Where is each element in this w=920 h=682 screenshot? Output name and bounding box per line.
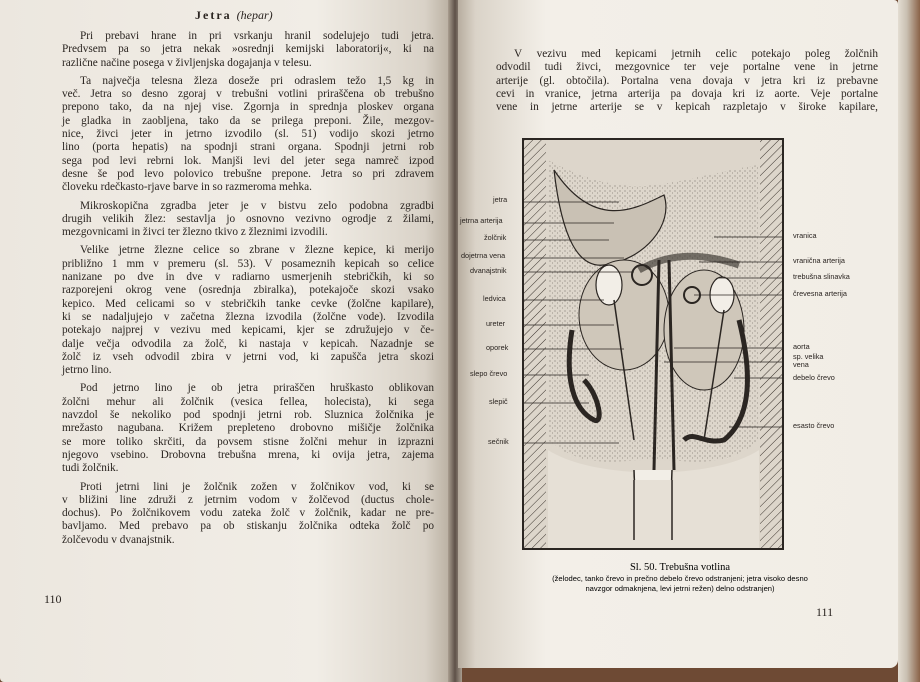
text-line: sega pod levi rebrni lok. Manjši levi del jeter sega namreč izpod (62, 154, 434, 167)
text-line: Mikroskopična zgradba jeter je v bistvu zelo podobna zgradbi (80, 199, 434, 212)
anatomy-drawing (524, 140, 782, 548)
text-line: V vezivu med kepicami jetrnih celic potekajo poleg žolčnih (514, 48, 878, 60)
label-jetra: jetra (493, 195, 508, 204)
label-ledvica: ledvica (483, 294, 506, 303)
text-line: nice, živci jeter in jetrno izvodilo (sl. 51) vodijo skozi jetrno (62, 128, 434, 141)
text-line: Pri prebavi hrane in pri vsrkanju hranil sodelujejo tudi jetra. (80, 30, 434, 42)
text-line: bavljamo. Med prebavo pa ob stiskanju žolčnika odteka žolč po (62, 520, 434, 533)
caption-note-line: (želodec, tanko črevo in prečno debelo črevo odstranjeni; jetra visoko desno (552, 574, 808, 583)
label-aorta: aorta (793, 342, 810, 351)
text-line: žolčevodu v dvanajstnik. (62, 533, 175, 546)
text-line: odvodil tudi živci, mezgovnice ter veje portalne vene in jetrne (496, 61, 878, 74)
text-line: mezgovnicami in živci ter žlezno tkivo z žleznimi izvodili. (62, 226, 328, 239)
right-body-text (496, 48, 878, 114)
label-slepo-crevo: slepo črevo (470, 369, 508, 378)
label-trebusna-slinavka: trebušna slinavka (793, 272, 850, 281)
chapter-header (195, 8, 273, 23)
text-line: več. Jetra so desno zgoraj v trebušni votlini priraščena ob trebušno (62, 88, 434, 101)
text-line: ki se nadaljujejo v začetna žlezna izvodila (žolčne vode). Izvodila (62, 310, 434, 323)
text-line: v bližini line združi z jetrnim vodom v žolčevod (ductus chole- (62, 493, 434, 506)
text-line: človeku rdečkasto-rjave barve in so razmeroma mehka. (62, 181, 312, 194)
paragraph (62, 75, 434, 195)
text-line: arterije (gl. obtočila). Portalna vena dovaja v jetra kri iz prebavne (496, 74, 878, 87)
label-vranicna-arterija: vranična arterija (793, 256, 845, 265)
text-line: vene in jetrne arterije se v kepicah razpletajo v široke kapilare, (496, 101, 878, 114)
paragraph (62, 30, 434, 70)
text-line: Predvsem pa so jetra nekak »osrednji kemijski laboratorij«, ki na (62, 43, 434, 56)
text-line: cevi in vranice, jetrna arterija pa dovaja kri iz aorte. Veje portalne (496, 87, 878, 100)
text-line: je gladka in zaobljena, tako da se prilega preponi. Žile, mezgov- (62, 114, 434, 127)
left-body-text (62, 30, 434, 547)
header-title: Jetra (195, 8, 232, 22)
text-line: razporejeni okrog vene (osrednja zbiralka), potekajoče skozi vsako (62, 284, 434, 297)
text-line: žolčni mehur ali žolčnik (vesica fellea, holecista), ki sega (62, 395, 434, 408)
label-crevesna-arterija: črevesna arterija (793, 289, 847, 298)
paragraph (62, 382, 434, 475)
text-line: lino (porta hepatis) na spodnji strani organa. Spodnji jetrni rob (62, 141, 434, 154)
text-line: mrežasto nagubana. Križem prepleteno drobovno mišičje žolčnika (62, 422, 434, 435)
text-line: dalje večja odvodila za žolč, ki nastaja v kepicah. Nazadnje se (62, 337, 434, 350)
figure-caption-note (470, 574, 890, 593)
label-zolcnik: žolčnik (484, 233, 507, 242)
label-jetrna-arterija: jetrna arterija (460, 216, 503, 225)
label-ureter: ureter (486, 319, 506, 328)
label-secnik: sečnik (488, 437, 509, 446)
text-line: žolč iz vseh odvodil zbira v jetrni vod, ki zapušča jetra skozi (62, 350, 434, 363)
text-line: se more toliko skrčiti, da povsem stisne žolčni mehur in izprazni (62, 435, 434, 448)
text-line: Pod jetrno lino je ob jetra priraščen hruškasto oblikovan (80, 382, 434, 395)
label-vranica: vranica (793, 231, 817, 240)
text-line: Velike jetrne žlezne celice so zbrane v žlezne kepice, ki merijo (80, 244, 434, 257)
text-line: dochus). Po žolčnikovem vodu zateka žolč v žolčnik, kadar ne pre- (62, 507, 434, 520)
paragraph (62, 244, 434, 377)
text-line: navzdol še nekoliko pod spodnji jetrni rob. Sluznica žolčnika je (62, 409, 434, 422)
label-sp-velika-vena: sp. velika vena (793, 352, 824, 369)
label-esasto-crevo: esasto črevo (793, 421, 835, 430)
text-line: kepico. Med celicami so v stebričkih tanke cevke (žolčne kapilare), (62, 297, 434, 310)
label-debelo-crevo: debelo črevo (793, 373, 835, 382)
text-line: drugih velikih žlez: sestavlja jo osnovno vezivno ogrodje z žilami, (62, 212, 434, 225)
text-line: nanizane po dve in dve v radiarno usmerjenih stebričkih, ki so (62, 271, 434, 284)
figure-caption: Sl. 50. Trebušna votlina (629, 562, 731, 573)
label-dojetrna-vena: dojetrna vena (461, 251, 506, 260)
header-latin: (hepar) (236, 8, 273, 22)
text-line: približno 1 mm v premeru (sl. 53). V posameznih kepicah so celice (62, 257, 434, 270)
text-line: Ta največja telesna žleza doseže pri odraslem težo 1,5 kg in (80, 74, 434, 87)
page-stack-edge (898, 0, 920, 682)
abdominal-cavity-illustration (522, 138, 784, 550)
text-line: njegovo vsebino. Drobovna trebušna mrena, ki ovija jetra, zajema (62, 448, 434, 461)
text-line: potekajo najprej v vezivu med kepicami, kjer se združujejo v če- (62, 324, 434, 337)
page-number-left: 110 (44, 592, 62, 606)
paragraph (62, 200, 434, 240)
text-line: jetrno lino. (62, 364, 112, 377)
text-line: tudi žolčnik. (62, 462, 119, 475)
text-line: prepono tako, da na njej vise. Zgornja in sprednja ploskev organa (62, 101, 434, 114)
label-oporek: oporek (486, 343, 509, 352)
left-page (0, 0, 452, 682)
paragraph (62, 481, 434, 547)
text-line: Proti jetrni lini je žolčnik zožen v žolčnikov vod, ki se (80, 480, 434, 493)
label-slepic: slepič (489, 397, 508, 406)
text-line: desne še pod levo polovico trebušne prepone. Jetra so pri zdravem (62, 167, 434, 180)
page-number-right: 111 (816, 605, 834, 619)
caption-note-line: navzgor odmaknjena, levi jetrni režen) delno odstranjen) (585, 583, 775, 593)
text-line: različne načine posega v življenjska dogajanja v telesu. (62, 56, 312, 69)
label-dvanajstnik: dvanajstnik (470, 266, 507, 275)
